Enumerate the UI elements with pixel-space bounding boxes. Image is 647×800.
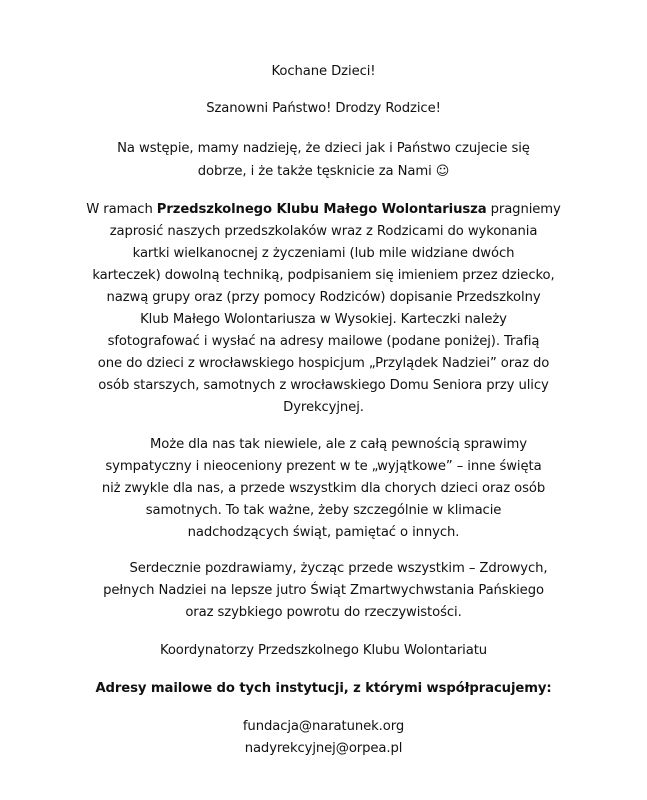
paragraph1-line-6: Klub Małego Wolontariusza w Wysokiej. Karteczki należy bbox=[140, 312, 507, 327]
intro-line-2-text: dobrze, i że także tęsknicie za Nami bbox=[197, 164, 432, 179]
paragraph1-line-1-pre: W ramach bbox=[86, 202, 157, 217]
intro-line-1: Na wstępie, mamy nadzieję, że dzieci jak i Państwo czujecie się bbox=[117, 141, 530, 156]
paragraph2-line-4: samotnych. To tak ważne, żeby szczególnie w klimacie bbox=[145, 503, 502, 518]
greeting-children: Kochane Dzieci! bbox=[271, 64, 376, 79]
paragraph3-line-2: pełnych Nadziei na lepsze jutro Świąt Zmartwychwstania Pańskiego bbox=[103, 583, 544, 598]
paragraph1-line-2: zaprosić naszych przedszkolaków wraz z Rodzicami do wykonania bbox=[109, 224, 538, 239]
email-address-1: fundacja@naratunek.org bbox=[242, 719, 405, 734]
greeting-parents: Szanowni Państwo! Drodzy Rodzice! bbox=[206, 101, 441, 116]
club-name-bold: Przedszkolnego Klubu Małego Wolontariusza bbox=[156, 202, 487, 217]
signature: Koordynatorzy Przedszkolnego Klubu Wolontariatu bbox=[159, 643, 488, 658]
intro-line-2 bbox=[0, 163, 647, 181]
paragraph1-line-5: nazwą grupy oraz (przy pomocy Rodziców) dopisanie Przedszkolny bbox=[106, 290, 541, 305]
paragraph1-line-1 bbox=[0, 201, 647, 219]
emails-heading: Adresy mailowe do tych instytucji, z którymi współpracujemy: bbox=[95, 681, 552, 696]
paragraph1-line-1-post: pragniemy bbox=[486, 202, 561, 217]
paragraph1-line-3: kartki wielkanocnej z życzeniami (lub mile widziane dwóch bbox=[132, 246, 515, 261]
paragraph2-line-5: nadchodzących świąt, pamiętać o innych. bbox=[187, 525, 460, 540]
paragraph1-line-10: Dyrekcyjnej. bbox=[283, 400, 364, 415]
paragraph1-line-9: osób starszych, samotnych z wrocławskiego Domu Seniora przy ulicy bbox=[98, 378, 549, 393]
smiley-icon: ☺ bbox=[435, 164, 450, 179]
paragraph2-line-3: niż zwykle dla nas, a przede wszystkim dla chorych dzieci oraz osób bbox=[101, 481, 546, 496]
email-address-2: nadyrekcyjnej@orpea.pl bbox=[244, 741, 403, 756]
paragraph2-line-2: sympatyczny i nieoceniony prezent w te „wyjątkowe” – inne święta bbox=[105, 459, 542, 474]
paragraph1-line-7: sfotografować i wysłać na adresy mailowe (podane poniżej). Trafią bbox=[107, 334, 540, 349]
paragraph1-line-8: one do dzieci z wrocławskiego hospicjum „Przylądek Nadziei” oraz do bbox=[97, 356, 550, 371]
paragraph3-line-1: Serdecznie pozdrawiamy, życząc przede wszystkim – Zdrowych, bbox=[129, 561, 548, 576]
paragraph3-line-3: oraz szybkiego powrotu do rzeczywistości. bbox=[185, 605, 462, 620]
paragraph1-line-4: karteczek) dowolną techniką, podpisaniem się imieniem przez dziecko, bbox=[92, 268, 555, 283]
paragraph2-line-1: Może dla nas tak niewiele, ale z całą pewnością sprawimy bbox=[150, 437, 527, 452]
